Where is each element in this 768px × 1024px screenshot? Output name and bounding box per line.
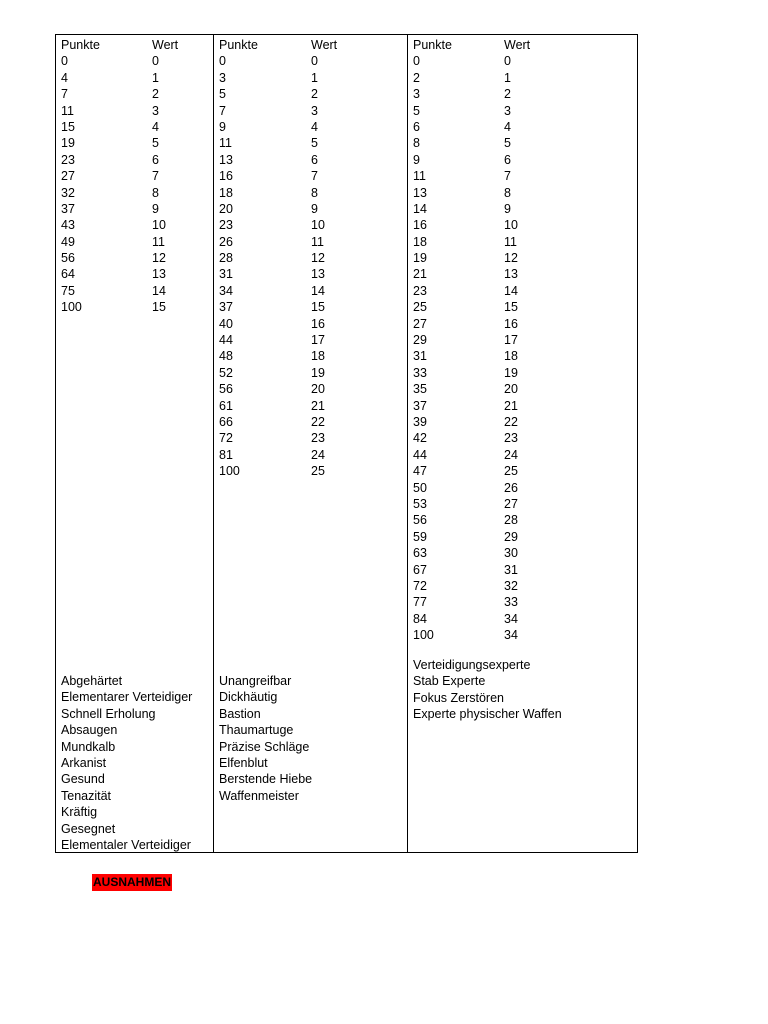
skill-item: Abgehärtet: [61, 674, 123, 688]
value-cell: 27: [504, 496, 518, 511]
skill-item: Absaugen: [61, 723, 118, 738]
points-cell: 84: [413, 611, 427, 626]
value-cell: 15: [504, 300, 518, 315]
points-cell: 20: [219, 201, 233, 216]
points-cell: 81: [219, 447, 233, 462]
table-row: [219, 234, 407, 250]
value-cell: 15: [311, 300, 325, 315]
skill-item: Elfenblut: [219, 755, 268, 770]
points-cell: 29: [413, 333, 427, 348]
value-cell: 5: [504, 136, 511, 151]
points-cell: 27: [413, 316, 427, 331]
table-row: [61, 234, 213, 250]
skill-list: [219, 673, 407, 804]
points-cell: 5: [219, 87, 226, 102]
value-cell: 19: [311, 365, 325, 380]
table-row: [413, 217, 637, 233]
value-cell: 6: [152, 152, 159, 167]
value-header: Wert: [311, 38, 338, 52]
table-row: [61, 283, 213, 299]
table-row: [413, 266, 637, 282]
points-cell: 23: [219, 218, 233, 233]
value-cell: 1: [311, 70, 318, 85]
table-row: [219, 430, 407, 446]
points-cell: 3: [219, 70, 226, 85]
points-cell: 15: [61, 119, 75, 134]
table-row: [219, 316, 407, 332]
table-row: [219, 463, 407, 479]
table-row: [61, 152, 213, 168]
value-cell: 30: [504, 546, 518, 561]
skill-item: Gesund: [61, 772, 105, 787]
table-row: [413, 152, 637, 168]
points-cell: 56: [61, 251, 75, 266]
table-row: [413, 430, 637, 446]
points-header: Punkte: [413, 38, 452, 52]
table-row: [219, 103, 407, 119]
table-row: [219, 185, 407, 201]
value-cell: 22: [311, 414, 325, 429]
table-row: [413, 299, 637, 315]
points-cell: 11: [219, 136, 232, 151]
value-cell: 34: [504, 628, 518, 643]
value-cell: 1: [504, 70, 511, 85]
points-cell: 13: [413, 185, 427, 200]
table-row: [413, 86, 637, 102]
points-cell: 34: [219, 283, 233, 298]
points-cell: 19: [61, 136, 75, 151]
value-cell: 21: [311, 398, 325, 413]
table-row: [61, 201, 213, 217]
value-cell: 4: [152, 119, 159, 134]
skill-list: [413, 657, 637, 723]
value-cell: 13: [504, 267, 518, 282]
table-row: [219, 201, 407, 217]
points-cell: 23: [413, 283, 427, 298]
points-cell: 100: [219, 464, 240, 479]
value-cell: 11: [311, 234, 324, 249]
skill-item: Stab Experte: [413, 674, 486, 689]
points-cell: 28: [219, 251, 233, 266]
points-cell: 33: [413, 365, 427, 380]
value-cell: 5: [152, 136, 159, 151]
value-cell: 25: [311, 464, 325, 479]
points-cell: 59: [413, 529, 427, 544]
value-cell: 15: [152, 300, 166, 315]
points-cell: 50: [413, 480, 427, 495]
table-row: [61, 250, 213, 266]
points-cell: 37: [413, 398, 427, 413]
table-row: [413, 381, 637, 397]
value-cell: 2: [504, 87, 511, 102]
value-cell: 3: [311, 103, 318, 118]
value-cell: 14: [311, 283, 325, 298]
table-row: [219, 414, 407, 430]
table-row: [219, 283, 407, 299]
points-cell: 52: [219, 365, 233, 380]
skill-item: Präzise Schläge: [219, 739, 310, 754]
value-cell: 21: [504, 398, 518, 413]
table-row: [219, 348, 407, 364]
table-row: [61, 266, 213, 282]
table-row: [219, 381, 407, 397]
table-column-2: [214, 35, 408, 852]
points-cell: 64: [61, 267, 75, 282]
skill-item: Fokus Zerstören: [413, 690, 505, 705]
value-cell: 34: [504, 611, 518, 626]
table-row: [61, 70, 213, 86]
points-cell: 7: [61, 87, 68, 102]
value-cell: 2: [311, 87, 318, 102]
points-cell: 44: [413, 447, 427, 462]
skill-item: Elementaler Verteidiger: [61, 837, 191, 852]
table-row: [413, 562, 637, 578]
table-row: [413, 512, 637, 528]
value-cell: 24: [504, 447, 518, 462]
points-cell: 27: [61, 169, 75, 184]
table-row: [413, 398, 637, 414]
table-row: [61, 217, 213, 233]
value-cell: 9: [311, 201, 318, 216]
points-cell: 11: [61, 103, 74, 118]
points-cell: 49: [61, 234, 75, 249]
points-cell: 18: [413, 234, 427, 249]
value-cell: 12: [504, 251, 518, 266]
points-cell: 31: [413, 349, 427, 364]
points-cell: 77: [413, 595, 427, 610]
value-cell: 33: [504, 595, 518, 610]
points-cell: 42: [413, 431, 427, 446]
header-row: [61, 37, 213, 53]
points-cell: 35: [413, 382, 427, 397]
column-rows: [413, 37, 637, 643]
value-cell: 22: [504, 414, 518, 429]
points-cell: 13: [219, 152, 233, 167]
table-row: [219, 332, 407, 348]
value-cell: 8: [152, 185, 159, 200]
table-row: [413, 119, 637, 135]
value-cell: 2: [152, 87, 159, 102]
skill-item: Berstende Hiebe: [219, 772, 313, 787]
points-cell: 100: [413, 628, 434, 643]
value-cell: 0: [504, 54, 511, 69]
value-cell: 16: [311, 316, 325, 331]
points-cell: 40: [219, 316, 233, 331]
header-row: [413, 37, 637, 53]
value-cell: 6: [311, 152, 318, 167]
value-cell: 0: [311, 54, 318, 69]
points-cell: 9: [413, 152, 420, 167]
value-cell: 11: [504, 234, 517, 249]
points-cell: 67: [413, 562, 427, 577]
value-cell: 7: [311, 169, 318, 184]
points-header: Punkte: [219, 38, 258, 52]
value-cell: 23: [311, 431, 325, 446]
table-row: [413, 70, 637, 86]
value-cell: 10: [311, 218, 325, 233]
value-cell: 24: [311, 447, 325, 462]
table-row: [413, 234, 637, 250]
points-cell: 37: [219, 300, 233, 315]
value-cell: 14: [504, 283, 518, 298]
table-row: [219, 398, 407, 414]
points-cell: 16: [219, 169, 233, 184]
value-cell: 17: [504, 333, 518, 348]
value-cell: 7: [504, 169, 511, 184]
value-header: Wert: [504, 38, 531, 52]
points-cell: 18: [219, 185, 233, 200]
table-row: [413, 496, 637, 512]
table-row: [219, 447, 407, 463]
skill-item: Verteidigungsexperte: [413, 658, 531, 672]
skill-item: Elementarer Verteidiger: [61, 690, 193, 705]
table-row: [61, 185, 213, 201]
points-cell: 61: [219, 398, 233, 413]
table-row: [413, 529, 637, 545]
value-cell: 9: [504, 201, 511, 216]
table-row: [413, 250, 637, 266]
value-cell: 12: [152, 251, 166, 266]
value-cell: 10: [152, 218, 166, 233]
value-cell: 14: [152, 283, 166, 298]
value-cell: 8: [504, 185, 511, 200]
value-cell: 9: [152, 201, 159, 216]
value-cell: 29: [504, 529, 518, 544]
table-row: [219, 365, 407, 381]
points-cell: 53: [413, 496, 427, 511]
table-row: [219, 266, 407, 282]
skill-item: Experte physischer Waffen: [413, 707, 562, 722]
skill-item: Kräftig: [61, 805, 98, 820]
table-row: [61, 168, 213, 184]
exceptions-label: AUSNAHMEN: [93, 875, 171, 889]
points-cell: 9: [219, 119, 226, 134]
table-row: [413, 594, 637, 610]
points-cell: 7: [219, 103, 226, 118]
points-table: [55, 34, 638, 853]
points-cell: 23: [61, 152, 75, 167]
points-cell: 66: [219, 414, 233, 429]
points-cell: 39: [413, 414, 427, 429]
table-row: [219, 152, 407, 168]
value-header: Wert: [152, 38, 179, 52]
skill-item: Thaumartuge: [219, 723, 294, 738]
table-row: [413, 316, 637, 332]
skill-item: Waffenmeister: [219, 788, 299, 803]
table-row: [413, 480, 637, 496]
table-row: [219, 86, 407, 102]
table-row: [61, 53, 213, 69]
table-row: [413, 365, 637, 381]
table-row: [61, 135, 213, 151]
header-row: [219, 37, 407, 53]
skill-item: Gesegnet: [61, 821, 116, 836]
points-cell: 0: [413, 54, 420, 69]
value-cell: 19: [504, 365, 518, 380]
column-rows: [61, 37, 213, 316]
value-cell: 8: [311, 185, 318, 200]
value-cell: 23: [504, 431, 518, 446]
points-cell: 16: [413, 218, 427, 233]
table-row: [61, 299, 213, 315]
value-cell: 31: [504, 562, 518, 577]
value-cell: 10: [504, 218, 518, 233]
value-cell: 18: [311, 349, 325, 364]
points-cell: 43: [61, 218, 75, 233]
table-row: [219, 135, 407, 151]
points-cell: 0: [61, 54, 68, 69]
points-cell: 6: [413, 119, 420, 134]
points-cell: 11: [413, 169, 426, 184]
points-cell: 32: [61, 185, 75, 200]
skill-item: Dickhäutig: [219, 690, 278, 705]
value-cell: 18: [504, 349, 518, 364]
value-cell: 6: [504, 152, 511, 167]
table-row: [219, 217, 407, 233]
value-cell: 3: [152, 103, 159, 118]
points-cell: 21: [413, 267, 427, 282]
table-row: [413, 135, 637, 151]
points-cell: 75: [61, 283, 75, 298]
value-cell: 0: [152, 54, 159, 69]
table-row: [219, 119, 407, 135]
points-cell: 5: [413, 103, 420, 118]
points-cell: 25: [413, 300, 427, 315]
table-column-3: [408, 35, 637, 852]
value-cell: 17: [311, 333, 325, 348]
value-cell: 3: [504, 103, 511, 118]
column-rows: [219, 37, 407, 480]
table-row: [413, 611, 637, 627]
table-row: [219, 70, 407, 86]
points-cell: 72: [413, 578, 427, 593]
points-cell: 100: [61, 300, 82, 315]
points-cell: 19: [413, 251, 427, 266]
value-cell: 12: [311, 251, 325, 266]
value-cell: 32: [504, 578, 518, 593]
value-cell: 5: [311, 136, 318, 151]
skill-item: Schnell Erholung: [61, 706, 156, 721]
points-cell: 63: [413, 546, 427, 561]
table-row: [413, 283, 637, 299]
value-cell: 28: [504, 513, 518, 528]
table-row: [219, 53, 407, 69]
table-row: [413, 545, 637, 561]
table-row: [219, 250, 407, 266]
table-row: [413, 414, 637, 430]
points-cell: 3: [413, 87, 420, 102]
table-row: [219, 168, 407, 184]
value-cell: 1: [152, 70, 159, 85]
table-row: [413, 332, 637, 348]
value-cell: 11: [152, 234, 165, 249]
table-row: [413, 201, 637, 217]
skill-item: Tenazität: [61, 788, 112, 803]
skill-list: [61, 673, 213, 853]
points-cell: 56: [219, 382, 233, 397]
table-row: [413, 53, 637, 69]
skill-item: Bastion: [219, 706, 261, 721]
table-row: [219, 299, 407, 315]
points-cell: 0: [219, 54, 226, 69]
table-row: [413, 103, 637, 119]
points-cell: 8: [413, 136, 420, 151]
table-row: [413, 348, 637, 364]
points-cell: 48: [219, 349, 233, 364]
value-cell: 13: [152, 267, 166, 282]
skill-item: Arkanist: [61, 755, 107, 770]
table-column-1: [56, 35, 214, 852]
value-cell: 4: [504, 119, 511, 134]
table-row: [413, 185, 637, 201]
skill-item: Mundkalb: [61, 739, 116, 754]
points-cell: 4: [61, 70, 68, 85]
points-cell: 44: [219, 333, 233, 348]
points-cell: 14: [413, 201, 427, 216]
table-row: [413, 447, 637, 463]
points-cell: 47: [413, 464, 427, 479]
value-cell: 7: [152, 169, 159, 184]
points-cell: 72: [219, 431, 233, 446]
table-row: [413, 463, 637, 479]
table-row: [61, 119, 213, 135]
points-cell: 31: [219, 267, 233, 282]
table-row: [413, 578, 637, 594]
points-cell: 2: [413, 70, 420, 85]
table-row: [413, 168, 637, 184]
value-cell: 4: [311, 119, 318, 134]
value-cell: 25: [504, 464, 518, 479]
table-row: [61, 103, 213, 119]
skill-item: Unangreifbar: [219, 674, 292, 688]
value-cell: 20: [311, 382, 325, 397]
value-cell: 16: [504, 316, 518, 331]
table-row: [413, 627, 637, 643]
points-cell: 56: [413, 513, 427, 528]
points-header: Punkte: [61, 38, 100, 52]
value-cell: 20: [504, 382, 518, 397]
value-cell: 26: [504, 480, 518, 495]
points-cell: 26: [219, 234, 233, 249]
value-cell: 13: [311, 267, 325, 282]
table-row: [61, 86, 213, 102]
points-cell: 37: [61, 201, 75, 216]
